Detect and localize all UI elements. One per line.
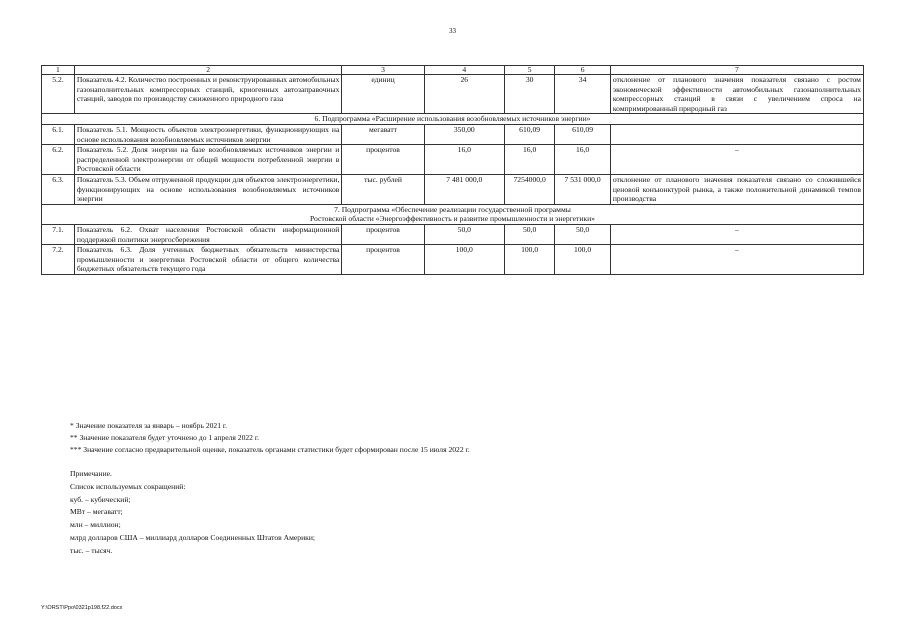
- deviation-note: [610, 124, 863, 144]
- deviation-note: отклонение от планового значения показателя связано с ростом экономической эффективности автомобильных газонаполнительных компрессорных станций в связи с увеличением спроса на компримированный природный газ: [610, 75, 863, 114]
- table-header-row: [42, 66, 864, 75]
- value-cell: 26: [424, 75, 504, 114]
- file-path: Y:\ORST\Ppo\0321p198.f22.docx: [41, 605, 123, 611]
- remark-title: Примечание.: [70, 469, 112, 478]
- unit-cell: процентов: [342, 245, 424, 275]
- abbreviation-item: млрд долларов США – миллиард долларов Соединенных Штатов Америки;: [70, 532, 316, 542]
- unit-cell: мегаватт: [342, 124, 424, 144]
- indicator-name: Показатель 6.3. Доля учтенных бюджетных обязательств министерства промышленности и энергетики Ростовской области от общего количества бюджетных обязательств текущего года: [74, 245, 341, 275]
- row-number: 7.1.: [42, 224, 75, 244]
- footnote: * Значение показателя за январь – ноябрь 2021 г.: [70, 421, 228, 430]
- abbreviation-item: куб. – кубический;: [70, 494, 131, 504]
- value-cell: 50,0: [555, 224, 611, 244]
- remark-block: [70, 468, 315, 558]
- section-title: 6. Подпрограмма «Расширение использования возобновляемых источников энергии»: [42, 114, 864, 125]
- footnote: *** Значение согласно предварительной оценке, показатель органами статистики будет сформирован после 15 июля 2022 г.: [70, 445, 470, 454]
- indicator-name: Показатель 5.1. Мощность объектов электроэнергетики, функционирующих на основе использования возобновляемых источников энергии: [74, 124, 341, 144]
- indicators-table: [41, 65, 864, 275]
- value-cell: 7 481 000,0: [424, 174, 504, 204]
- row-number: 6.3.: [42, 174, 75, 204]
- unit-cell: тыс. рублей: [342, 174, 424, 204]
- section-title-line: 7. Подпрограмма «Обеспечение реализации государственной программы: [334, 204, 571, 214]
- value-cell: 100,0: [555, 245, 611, 275]
- remark-subtitle: Список используемых сокращений:: [70, 481, 186, 491]
- value-cell: 50,0: [424, 224, 504, 244]
- table-row: [42, 245, 864, 275]
- indicator-name: Показатель 5.3. Объем отгруженной продукции для объектов электроэнергетики, функционирующих на основе использования возобновляемых источников энергии: [74, 174, 341, 204]
- deviation-note: –: [610, 224, 863, 244]
- abbreviation-item: тыс. – тысяч.: [70, 545, 113, 555]
- value-cell: 34: [555, 75, 611, 114]
- header-cell: 6: [555, 66, 611, 75]
- value-cell: 610,09: [504, 124, 554, 144]
- header-cell: 3: [342, 66, 424, 75]
- table-row: [42, 124, 864, 144]
- header-cell: 2: [74, 66, 341, 75]
- section-row: [42, 114, 864, 125]
- row-number: 6.1.: [42, 124, 75, 144]
- value-cell: 100,0: [504, 245, 554, 275]
- table-row: [42, 224, 864, 244]
- header-cell: 4: [424, 66, 504, 75]
- unit-cell: единиц: [342, 75, 424, 114]
- value-cell: 100,0: [424, 245, 504, 275]
- section-title-line: Ростовской области «Энергоэффективность и развитие промышленности и энергетики»: [310, 214, 595, 224]
- unit-cell: процентов: [342, 145, 424, 175]
- row-number: 6.2.: [42, 145, 75, 175]
- deviation-note: –: [610, 145, 863, 175]
- table-row: [42, 174, 864, 204]
- footnotes: [70, 420, 470, 456]
- deviation-note: отклонение от планового значения показателя связано со сложившейся ценовой конъюнктурой рынка, а также положительной динамикой темпов производства: [610, 174, 863, 204]
- value-cell: 16,0: [504, 145, 554, 175]
- section-title: [42, 204, 864, 224]
- value-cell: 30: [504, 75, 554, 114]
- header-cell: 5: [504, 66, 554, 75]
- page-number: 33: [449, 27, 456, 35]
- section-row: [42, 204, 864, 224]
- value-cell: 7254000,0: [504, 174, 554, 204]
- row-number: 5.2.: [42, 75, 75, 114]
- unit-cell: процентов: [342, 224, 424, 244]
- table-row: [42, 145, 864, 175]
- value-cell: 16,0: [555, 145, 611, 175]
- value-cell: 50,0: [504, 224, 554, 244]
- value-cell: 16,0: [424, 145, 504, 175]
- indicator-name: Показатель 6.2. Охват населения Ростовской области информационной поддержкой политики энергосбережения: [74, 224, 341, 244]
- header-cell: 7: [610, 66, 863, 75]
- value-cell: 610,09: [555, 124, 611, 144]
- indicator-name: Показатель 5.2. Доля энергии на базе возобновляемых источников энергии и распределенной электроэнергии от общей мощности потребленной энергии в Ростовской области: [74, 145, 341, 175]
- indicator-name: Показатель 4.2. Количество построенных и реконструированных автомобильных газонаполнительных компрессорных станций, криогенных автозаправочных станций, заводов по производству сжиженного природного газа: [74, 75, 341, 114]
- row-number: 7.2.: [42, 245, 75, 275]
- value-cell: 350,00: [424, 124, 504, 144]
- abbreviation-item: млн – миллион;: [70, 520, 121, 530]
- abbreviation-item: МВт – мегаватт;: [70, 507, 123, 517]
- footnote: ** Значение показателя будет уточнено до 1 апреля 2022 г.: [70, 433, 260, 442]
- header-cell: 1: [42, 66, 75, 75]
- deviation-note: –: [610, 245, 863, 275]
- table-row: [42, 75, 864, 114]
- value-cell: 7 531 000,0: [555, 174, 611, 204]
